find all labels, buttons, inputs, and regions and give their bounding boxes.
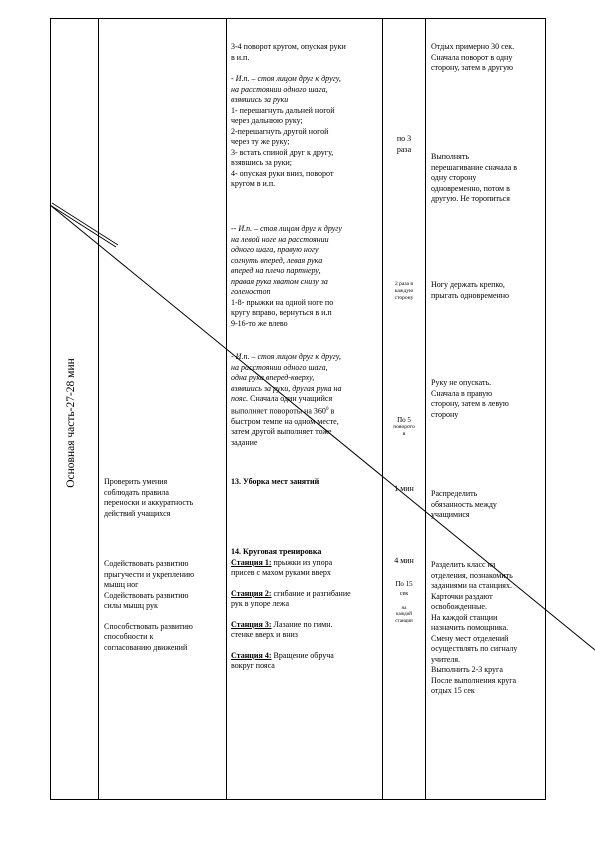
note-line: перешагивание сначала в	[431, 162, 518, 172]
note-line: отдых 15 сек	[431, 686, 475, 695]
station-line: присев с махом руками вверх	[231, 568, 331, 577]
exercise-b-line: взявшись за руки	[231, 95, 289, 104]
station-line: рук в упоре лежа	[231, 599, 290, 608]
task-line: Способствовать развитию	[104, 621, 193, 631]
note-line: одновременно, потом в	[431, 183, 510, 193]
note-line: другую. Не торопиться	[431, 194, 510, 203]
dose-line: сек	[399, 591, 409, 597]
task-line: Содействовать развитию	[104, 559, 189, 568]
exercise-b-line: через ту же руку;	[231, 137, 290, 146]
note-line: Разделить класс на	[431, 560, 496, 569]
exercise-b-line: - И.п. – стоя лицом друг к другу,	[231, 74, 341, 83]
dose-line: по 3	[396, 134, 412, 143]
note-line: Выполнить 2-3 круга	[431, 665, 503, 674]
exercise-b-line: 1- перешагнуть дальней ногой	[231, 105, 335, 115]
note-line: сторону, затем в левую	[431, 399, 509, 408]
exercise-b-line: 4- опуская руки вниз, поворот	[231, 168, 334, 178]
exercise-b-line: 2-перешагнуть другой ногой	[231, 126, 329, 136]
station-text: Лазание по гимн.	[271, 619, 333, 629]
content-line: 13. Уборка мест занятий	[231, 477, 320, 486]
note-line: Сначала в правую	[431, 388, 493, 398]
task-line: мышц ног	[104, 580, 139, 589]
task-line: переноски и аккуратность	[104, 498, 194, 507]
note-line: Отдых примерно 30 сек.	[431, 42, 515, 51]
exercise-d-text: Сначала один учащийся	[248, 394, 333, 403]
note-line: учителя.	[431, 654, 461, 664]
station-label: Станция 1:	[231, 557, 272, 567]
exercise-c-line: вперед на плечо партнеру,	[231, 266, 321, 275]
exercise-d-line: одна рука вперед-кверху,	[231, 373, 315, 382]
exercise-b-line: взявшись за руки;	[231, 158, 293, 167]
exercise-b-line: кругом в и.п.	[231, 179, 276, 188]
exercise-b-line: на расстоянии одного шага,	[231, 84, 328, 94]
exercise-c-line: 9-16-то же влево	[231, 318, 288, 328]
exercise-c-line: на левой ноге на расстоянии	[231, 234, 329, 244]
task-line: Проверить умения	[104, 477, 168, 486]
dose-line: 1 мин	[394, 484, 414, 493]
exercise-d-line: - И.п. – стоя лицом друг к другу,	[231, 352, 341, 361]
note-line: освобожденные.	[431, 602, 487, 611]
dose-line: По 5	[397, 416, 411, 424]
exercise-d-line: быстром темпе на одном месте,	[231, 416, 339, 426]
note-line: Смену мест отделений	[431, 633, 509, 643]
note-line: отделения, познакомить	[431, 570, 513, 580]
exercise-d-text: пояс.	[231, 394, 249, 403]
exercise-c-line: 1-8- прыжки на одной ноге по	[231, 297, 334, 307]
exercise-d-line: затем другой выполняет тоже	[231, 427, 332, 437]
dose-line: каждой	[396, 612, 412, 617]
dose-line: 2 раза в	[395, 281, 413, 287]
station-line: стенке вверх и вниз	[231, 630, 298, 639]
station-text: прыжки из упора	[271, 557, 333, 567]
note-line: осуществлять по сигналу	[431, 644, 518, 653]
note-line: Ногу держать крепко,	[431, 280, 505, 289]
dose-line: раза	[396, 144, 412, 154]
task-line: Содействовать развитию	[104, 590, 189, 600]
exercise-d-line: взявшись за руки, другая рука на	[231, 383, 342, 393]
dose-line: в	[402, 431, 406, 437]
circuit-title: 14. Круговая тренировка	[231, 547, 322, 556]
exercise-d-text: в	[328, 406, 335, 416]
station-text: сгибание и разгибание	[271, 588, 351, 598]
task-line: согласованию движений	[104, 642, 188, 652]
task-line: прыгучести и укреплению	[104, 569, 195, 579]
exercise-b-line: 3- встать спиной друг к другу,	[231, 147, 334, 157]
exercise-c-line: кругу вправо, вернуться в и.п	[231, 308, 332, 317]
note-line: учащимися	[431, 510, 470, 519]
note-line: Карточки раздают	[431, 591, 493, 601]
exercise-c-line: одного шага, правую ногу	[231, 245, 319, 254]
note-line: заданиями на станциях.	[431, 581, 512, 590]
note-line: сторону, затем в другую	[431, 63, 514, 72]
note-line: сторону	[431, 409, 459, 419]
note-line: На каждой станции	[431, 612, 498, 622]
note-line: Выполнять	[431, 152, 469, 161]
dose-line: сторону	[394, 295, 414, 301]
station-line: вокруг пояса	[231, 661, 275, 670]
exercise-a-line: 3-4 поворот кругом, опуская руки	[231, 42, 346, 51]
exercise-d-line: на расстоянии одного шага,	[231, 362, 328, 372]
note-line: Распределить	[431, 489, 478, 498]
exercise-c-line: -- И.п. – стоя лицом друг к другу	[231, 224, 342, 233]
station-label: Станция 2:	[231, 588, 272, 598]
exercise-b-line: через дальнюю руку;	[231, 116, 303, 125]
note-line: назначить помощника.	[431, 623, 509, 632]
exercise-c-line: согнуть вперед, левая рука	[231, 255, 323, 265]
note-line: Сначала поворот в одну	[431, 52, 513, 62]
dose-line: По 15	[395, 579, 413, 588]
diagonal-line-short-2	[52, 203, 118, 245]
note-line: После выполнения круга	[431, 675, 517, 685]
exercise-d-line: задание	[231, 437, 258, 447]
dose-line: 4 мин	[394, 556, 414, 565]
task-line: соблюдать правила	[104, 487, 169, 497]
note-line: Руку не опускать.	[431, 378, 492, 387]
dose-line: поворото	[393, 424, 415, 430]
diagonal-line-long	[50, 205, 595, 650]
exercise-a-line: в и.п.	[231, 52, 250, 62]
dose-line: станции	[395, 618, 413, 624]
exercise-d-text: выполняет повороты на 360	[231, 406, 326, 416]
task-line: действий учащихся	[104, 508, 171, 518]
degree-mark: 0	[325, 406, 329, 412]
task-line: способности к	[104, 632, 154, 641]
station-label: Станция 4:	[231, 650, 272, 660]
diagonal-line-short	[50, 205, 116, 247]
dose-line: каждую	[394, 288, 414, 294]
exercise-c-line: правая рука хватом снизу за	[231, 276, 328, 286]
note-line: одну сторону	[431, 173, 477, 182]
station-text: Вращение обруча	[271, 650, 334, 660]
note-line: прыгать одновременно	[431, 290, 510, 300]
station-label: Станция 3:	[231, 619, 272, 629]
dose-line: на	[401, 605, 407, 611]
section-label-text: Основная часть-27-28 мин	[65, 358, 77, 488]
task-line: силы мышц рук	[104, 601, 158, 610]
exercise-c-line: голеностоп	[231, 287, 271, 296]
note-line: обязанность между	[431, 499, 497, 509]
